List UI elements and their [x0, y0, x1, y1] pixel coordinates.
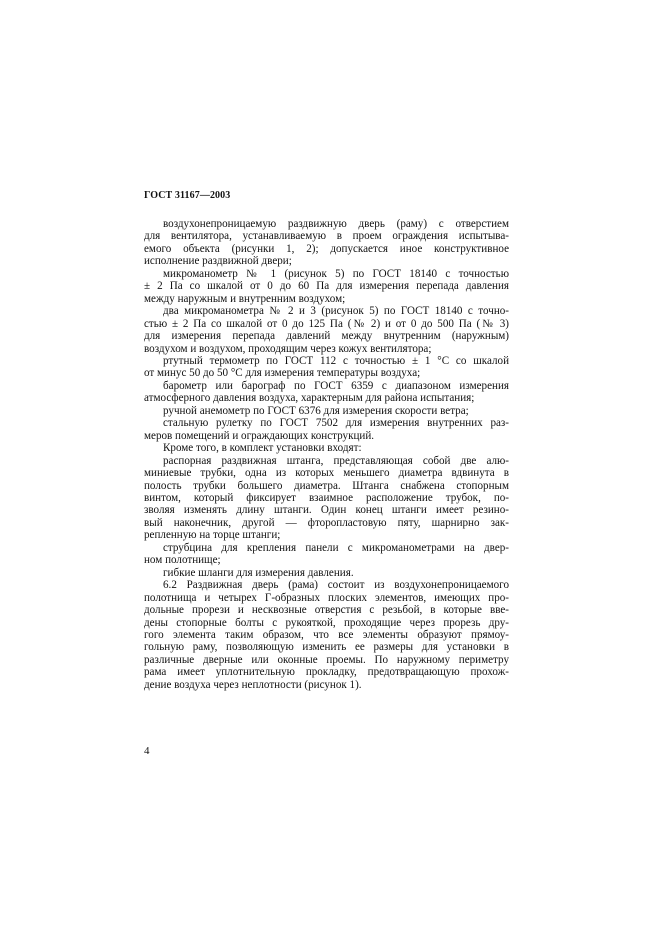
- text-line: вый наконечник, другой — фторопластовую пяту, шарнирно зак-: [144, 516, 509, 529]
- text-line: от минус 50 до 50 °С для измерения температуры воздуха;: [144, 367, 421, 380]
- text-line: ртутный термометр по ГОСТ 112 с точностью ± 1 °С со шкалой: [163, 354, 509, 367]
- paragraph: [144, 442, 509, 454]
- page-number: 4: [144, 745, 150, 757]
- paragraph: [144, 579, 509, 691]
- text-line: струбцина для крепления панели с микроманометрами на двер-: [163, 541, 509, 554]
- text-line: полость трубки большего диаметра. Штанга снабжена стопорным: [144, 479, 509, 492]
- standard-header: ГОСТ 31167—2003: [144, 190, 231, 201]
- paragraph: [144, 380, 509, 405]
- paragraph: [144, 268, 509, 305]
- text-line: емого объекта (рисунки 1, 2); допускается иное конструктивное: [144, 242, 509, 255]
- text-line: гольную раму, позволяющую изменить ее размеры для установки в: [144, 641, 509, 654]
- text-line: винтом, который фиксирует взаимное расположение трубок, по-: [144, 491, 509, 504]
- text-line: распорная раздвижная штанга, представляющая собой две алю-: [163, 454, 509, 467]
- text-line: воздухонепроницаемую раздвижную дверь (раму) с отверстием: [163, 218, 509, 230]
- text-line: 6.2 Раздвижная дверь (рама) состоит из воздухонепроницаемого: [163, 579, 509, 592]
- text-line: меров помещений и ограждающих конструкций.: [144, 429, 375, 442]
- paragraph: [144, 542, 509, 567]
- text-line: микроманометр № 1 (рисунок 5) по ГОСТ 18140 с точностью: [163, 267, 509, 280]
- text-line: рама имеет уплотнительную прокладку, предотвращающую прохож-: [144, 666, 509, 679]
- text-line: репленную на торце штанги;: [144, 529, 281, 542]
- text-line: для вентилятора, устанавливаемую в проем ограждения испытыва-: [144, 230, 509, 243]
- paragraph: [144, 567, 509, 579]
- text-line: гибкие шланги для измерения давления.: [163, 566, 354, 579]
- text-line: Кроме того, в комплект установки входят:: [163, 442, 362, 455]
- text-line: между наружным и внутренним воздухом;: [144, 292, 346, 305]
- text-line: дение воздуха через неплотности (рисунок 1).: [144, 678, 362, 691]
- paragraph: [144, 455, 509, 542]
- text-line: гого элемента таким образом, что все элементы образуют прямоу-: [144, 628, 509, 641]
- text-line: два микроманометра № 2 и 3 (рисунок 5) по ГОСТ 18140 с точно-: [163, 305, 509, 318]
- paragraph: [144, 305, 509, 355]
- text-line: ± 2 Па со шкалой от 0 до 60 Па для измерения перепада давления: [144, 280, 509, 293]
- text-line: миниевые трубки, одна из которых меньшего диаметра вдвинута в: [144, 467, 509, 480]
- text-line: для измерения перепада давлений между внутренним (наружным): [144, 330, 509, 343]
- paragraph: [144, 218, 509, 268]
- text-line: атмосферного давления воздуха, характерным для района испытания;: [144, 392, 475, 405]
- text-line: воздухом и воздухом, проходящим через кожух вентилятора;: [144, 342, 432, 355]
- text-line: стальную рулетку по ГОСТ 7502 для измерения внутренних раз-: [163, 417, 509, 430]
- paragraph: [144, 405, 509, 417]
- text-line: барометр или барограф по ГОСТ 6359 с диапазоном измерения: [163, 379, 509, 392]
- text-line: полотнища и четырех Г-образных плоских элементов, имеющих про-: [144, 591, 509, 604]
- text-line: ном полотнище;: [144, 554, 221, 567]
- document-body: [144, 218, 509, 691]
- text-line: зволяя изменять длину штанги. Один конец штанги имеет резино-: [144, 504, 509, 517]
- text-line: ручной анемометр по ГОСТ 6376 для измерения скорости ветра;: [163, 404, 469, 417]
- text-line: стью ± 2 Па со шкалой от 0 до 125 Па (№ 2) и от 0 до 500 Па (№ 3): [144, 317, 509, 330]
- text-line: дольные прорези и несквозные отверстия с резьбой, в которые вве-: [144, 604, 509, 617]
- text-line: дены стопорные болты с рукояткой, проходящие через прорезь дру-: [144, 616, 509, 629]
- paragraph: [144, 417, 509, 442]
- text-line: исполнение раздвижной двери;: [144, 255, 292, 268]
- paragraph: [144, 355, 509, 380]
- text-line: различные дверные или оконные проемы. По наружному периметру: [144, 653, 509, 666]
